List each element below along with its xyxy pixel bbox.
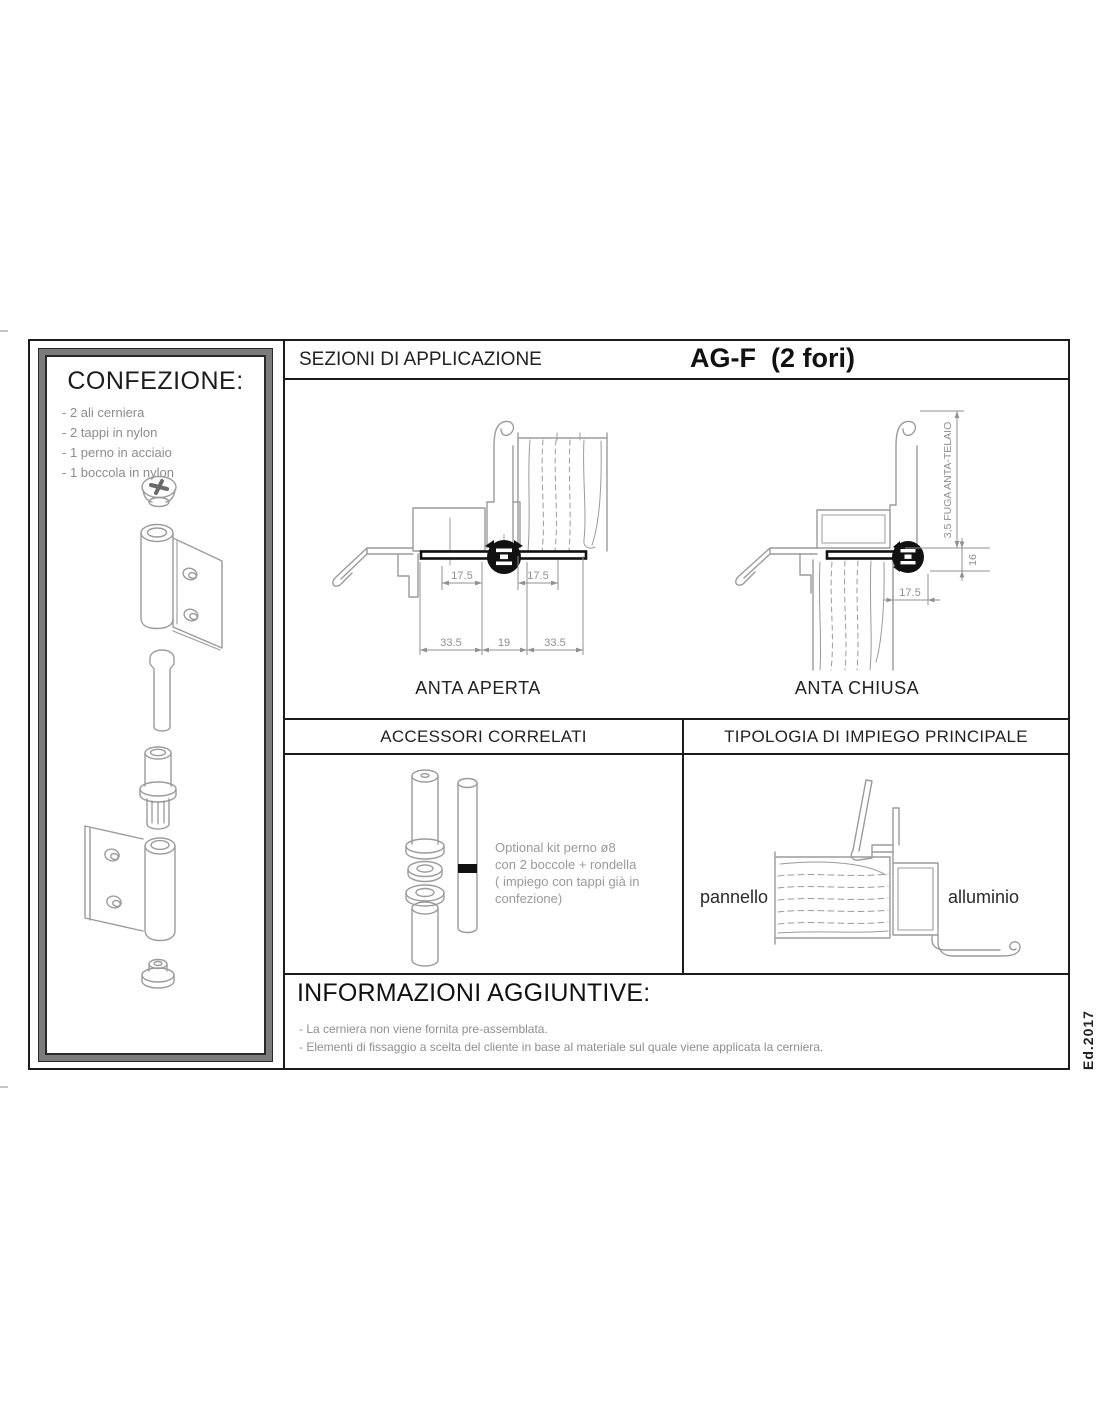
accessori-title: ACCESSORI CORRELATI xyxy=(380,726,587,746)
informazioni-note: - Elementi di fissaggio a scelta del cliente in base al materiale sul quale viene applicata la cerniera. xyxy=(299,1040,824,1054)
hinge-wing-lower-icon xyxy=(85,826,175,941)
confezione-title: CONFEZIONE: xyxy=(67,367,244,395)
dim-label: 33.5 xyxy=(440,637,462,649)
confezione-item: - 2 ali cerniera xyxy=(62,405,145,420)
pin-assembled-icon xyxy=(458,779,477,933)
product-code: AG-F (2 fori) xyxy=(690,343,855,373)
steel-pin-icon xyxy=(150,650,174,731)
accessori-note-line: Optional kit perno ø8 xyxy=(495,840,616,855)
accessori-header xyxy=(285,720,682,753)
confezione-item: - 1 boccola in nylon xyxy=(62,465,175,480)
frame-profile-icon xyxy=(817,421,917,548)
crop-mark-top xyxy=(0,330,8,332)
dim-label: 17.5 xyxy=(451,570,473,582)
informazioni-title: INFORMAZIONI AGGIUNTIVE: xyxy=(297,979,651,1007)
dimension-lines xyxy=(884,411,990,605)
dim-label: 33.5 xyxy=(544,637,566,649)
dim-label: 19 xyxy=(497,637,511,649)
row2-bottom-line xyxy=(285,973,1068,975)
alluminio-label: alluminio xyxy=(948,887,1020,907)
wood-panel-icon xyxy=(813,560,893,670)
frame-profile-icon xyxy=(487,421,520,551)
confezione-panel-inner xyxy=(45,355,266,1055)
nylon-bushing-icon xyxy=(140,747,176,829)
exploded-hinge-drawing xyxy=(47,465,264,1027)
aluminium-profile-icon xyxy=(851,780,1020,956)
edition-tag: Ed.2017 xyxy=(1080,1010,1096,1070)
section-title-sezioni: SEZIONI DI APPLICAZIONE xyxy=(299,349,542,370)
accessori-note xyxy=(495,839,705,907)
confezione-item: - 2 tappi in nylon xyxy=(62,425,158,440)
dim-label-fuga: 3,5 FUGA ANTA-TELAIO xyxy=(942,421,954,539)
tipologia-header xyxy=(684,720,1068,753)
confezione-panel xyxy=(38,348,273,1062)
hinge-section-icon xyxy=(827,541,924,573)
dimension-labels xyxy=(440,570,565,649)
confezione-item: - 1 perno in acciaio xyxy=(62,445,172,460)
hinge-section-icon xyxy=(421,534,586,574)
sash-arm-icon xyxy=(736,548,817,593)
anta-aperta-drawing xyxy=(310,408,660,700)
wood-panel-icon xyxy=(518,433,607,551)
accessori-note-line: ( impiego con tappi già in confezione) xyxy=(495,874,640,906)
anta-chiusa-label: ANTA CHIUSA xyxy=(794,678,920,698)
column-divider xyxy=(283,341,285,1068)
nylon-cap-top-icon xyxy=(142,477,176,507)
hinge-wing-upper-icon xyxy=(141,525,222,651)
sheet-frame xyxy=(28,339,1070,1070)
confezione-panel-border xyxy=(39,349,272,1061)
tipologia-title: TIPOLOGIA DI IMPIEGO PRINCIPALE xyxy=(724,726,1028,746)
accessori-note-line: con 2 boccole + rondella xyxy=(495,857,637,872)
nylon-cap-bottom-icon xyxy=(142,960,174,989)
pannello-label: pannello xyxy=(699,887,768,907)
anta-aperta-label: ANTA APERTA xyxy=(415,678,541,698)
dim-label-thickness: 16 xyxy=(967,554,979,566)
pin-kit-exploded-icon xyxy=(406,770,444,966)
tipologia-drawing xyxy=(700,765,1050,970)
row2-header-underline xyxy=(285,753,1068,755)
panel-wood-icon xyxy=(775,852,890,944)
dim-label-offset: 17.5 xyxy=(899,587,921,599)
header-underline xyxy=(285,378,1068,380)
informazioni-note: - La cerniera non viene fornita pre-assemblata. xyxy=(299,1022,548,1036)
dim-label: 17.5 xyxy=(527,570,549,582)
anta-chiusa-drawing xyxy=(735,408,1000,700)
crop-mark-bottom xyxy=(0,1086,8,1088)
